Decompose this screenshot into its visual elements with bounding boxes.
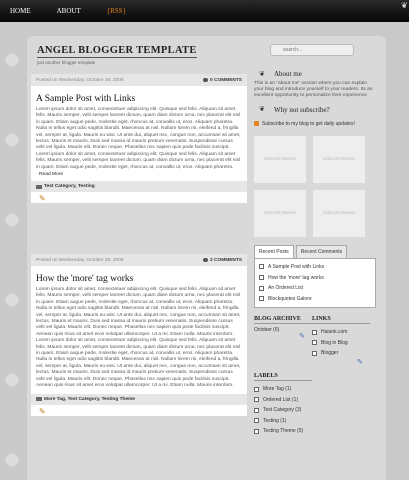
comment-count: 0 COMMENTS bbox=[210, 77, 242, 83]
subscribe-link[interactable]: Subscribe to my blog to get daily updates! bbox=[254, 121, 376, 127]
document-icon bbox=[254, 408, 259, 413]
list-item[interactable]: A Sample Post with Links bbox=[259, 262, 371, 273]
quick-edit-icon[interactable]: ✎ bbox=[357, 358, 363, 366]
labels-list bbox=[254, 384, 376, 437]
links-title: LINKS bbox=[312, 316, 370, 324]
post-comments-link[interactable] bbox=[203, 78, 242, 83]
list-item[interactable]: Blogger bbox=[312, 348, 370, 359]
post-comments-link[interactable] bbox=[203, 258, 242, 263]
post-labels bbox=[31, 181, 247, 192]
post-date: Posted on Wednesday, October 29, 2008 bbox=[36, 77, 124, 83]
post-title[interactable]: A Sample Post with Links bbox=[36, 94, 136, 104]
document-icon bbox=[259, 296, 264, 301]
labels-title: LABELS bbox=[254, 373, 312, 381]
labels-widget bbox=[254, 373, 376, 437]
nav-rss-link[interactable]: {RSS} bbox=[106, 7, 126, 15]
archive-links-row bbox=[254, 316, 376, 367]
blog-tagline: just another blogger template bbox=[37, 60, 96, 65]
list-item[interactable]: Test Category (3) bbox=[254, 405, 376, 416]
links-widget bbox=[312, 316, 370, 367]
sidebar-tabs bbox=[254, 245, 376, 258]
post-date: Posted on Wednesday, October 29, 2008 bbox=[36, 257, 124, 263]
post-meta bbox=[31, 74, 247, 86]
subscribe-widget-title: ❦ Why not subscribe? bbox=[254, 106, 376, 114]
blog-title[interactable]: ANGEL BLOGGER TEMPLATE bbox=[37, 45, 197, 56]
wings-icon: ❦ bbox=[259, 69, 265, 78]
search-input[interactable] bbox=[270, 44, 354, 56]
post-label-links[interactable]: More Tag, Test Category, Testing Theme bbox=[44, 396, 136, 402]
list-item[interactable]: Ordered List (1) bbox=[254, 394, 376, 405]
wings-icon: ❦ bbox=[259, 105, 265, 114]
post-title[interactable]: How the 'more' tag works bbox=[36, 274, 134, 284]
ad-banner[interactable]: 125x125 Banner bbox=[254, 190, 306, 237]
document-icon bbox=[312, 351, 317, 356]
blog-header bbox=[37, 45, 217, 65]
document-icon bbox=[254, 387, 259, 392]
tab-recent-posts[interactable]: Recent Posts bbox=[254, 245, 294, 258]
document-icon bbox=[254, 418, 259, 423]
banner-grid bbox=[254, 136, 376, 237]
post bbox=[31, 74, 247, 203]
archive-month-link[interactable]: October (6) bbox=[254, 326, 280, 333]
document-icon bbox=[312, 340, 317, 345]
post-body: Lorem ipsum dolor sit amet, consectetuer adipiscing elit. Quisque sed felis. Aliquam sit amet felis. Mauris semper, velit semper laoreet dictum, quam diam dictum urna, nec placerat elit nisl in quam. Etiam augue pede, molestie eget, rhoncus at, convallis ut, eros. Aliquam pharetra. Nulla in tellus eget odio sagittis blandit. Maecenas at nisl. Nullam lorem mi, eleifend a, fringilla vel, semper at, ligula. Mauris eu wisi. Ut ante dui, aliquet nec, congue non, accumsan sit amet, lectus. Mauris et mauris. Duis sed massa id mauris pretium venenatis. Suspendisse cursus velit vel ligula. Mauris elit. Donec neque. Phasellus nec sapien quis pede facilisis suscipit. Aenean quis risus sit amet eros volutpat ullamcorper. Ut a mi. Etiam nulla. Mauris interdum. Lorem ipsum dolor sit amet, consectetuer adipiscing elit. Quisque sed felis. Aliquam sit amet felis. Mauris semper, velit semper laoreet dictum, quam diam dictum urna, nec placerat elit nisl in quam. Etiam augue pede, molestie eget, rhoncus at, convallis ut, eros. Aliquam pharetra. Nulla in tellus eget odio sagittis blandit. Maecenas at nisl. Nullam lorem mi, eleifend a, fringilla vel, semper at, ligula. Mauris eu wisi. Ut ante dui, aliquet nec, congue non, accumsan sit amet, lectus. Mauris et mauris. Duis sed massa id mauris pretium venenatis. Suspendisse cursus velit vel ligula. Mauris elit. Donec neque. Phasellus nec sapien quis pede facilisis suscipit. Aenean quis risus sit amet eros volutpat ullamcorper. Ut a mi. Etiam nulla. Mauris interdum. bbox=[36, 287, 241, 389]
ad-banner[interactable]: 125x125 Banner bbox=[313, 190, 365, 237]
archive-widget bbox=[254, 316, 312, 367]
about-widget-title: ❦ About me bbox=[254, 70, 376, 78]
comment-icon bbox=[203, 78, 208, 82]
post-body-continued: Lorem ipsum dolor sit amet, consectetuer adipiscing elit. Quisque sed felis. Aliquam sit amet felis. Mauris semper, velit semper laoreet dictum, quam diam dictum urna, nec placerat elit nisl in quam. Etiam augue pede, molestie eget, rhoncus at, convallis ut, eros. Aliquam pharetra. bbox=[36, 151, 241, 170]
ad-banner[interactable]: 125x125 Banner bbox=[254, 136, 306, 183]
document-icon bbox=[259, 275, 264, 280]
folder-icon bbox=[36, 185, 42, 189]
document-icon bbox=[254, 429, 259, 434]
list-item[interactable]: Blog in Blog bbox=[312, 338, 370, 349]
document-icon bbox=[254, 397, 259, 402]
quick-edit-icon[interactable]: ✎ bbox=[299, 332, 305, 340]
archive-title: BLOG ARCHIVE bbox=[254, 316, 312, 324]
ornament-icon: ❦ bbox=[401, 1, 408, 10]
list-item[interactable]: How the 'more' tag works bbox=[259, 272, 371, 283]
post bbox=[31, 254, 247, 416]
post-meta bbox=[31, 254, 247, 266]
document-icon bbox=[259, 286, 264, 291]
document-icon bbox=[312, 330, 317, 335]
tab-recent-comments[interactable]: Recent Comments bbox=[296, 245, 347, 258]
list-item[interactable]: An Ordered List bbox=[259, 283, 371, 294]
post-body: Lorem ipsum dolor sit amet, consectetuer adipiscing elit. Quisque sed felis. Aliquam sit amet felis. Mauris semper, velit semper laoreet dictum, quam diam dictum urna, nec placerat elit nisl in quam. Etiam augue pede, molestie eget, rhoncus at, convallis ut, eros. Aliquam pharetra. Nulla in tellus eget odio sagittis blandit. Maecenas at nisl. Nullam lorem mi, eleifend a, fringilla vel, semper at, ligula. Mauris eu wisi. Ut ante dui, aliquet nec, congue non, accumsan sit amet, lectus. Mauris et mauris. Duis sed massa id mauris pretium venenatis. Suspendisse cursus velit vel ligula. Mauris elit. Donec neque. Phasellus nec sapien quis pede facilisis suscipit. bbox=[36, 107, 241, 151]
post-label-links[interactable]: Test Category, Testing bbox=[44, 184, 95, 190]
edit-pencil-icon[interactable]: ✎ bbox=[39, 194, 46, 204]
page-container bbox=[27, 36, 386, 480]
recent-posts-list bbox=[254, 258, 376, 308]
top-nav-bar bbox=[0, 0, 409, 22]
folder-icon bbox=[36, 397, 42, 401]
nav-home-link[interactable]: HOME bbox=[10, 7, 31, 15]
document-icon bbox=[259, 264, 264, 269]
comment-icon bbox=[203, 258, 208, 262]
nav-about-link[interactable]: ABOUT bbox=[56, 7, 81, 15]
list-item[interactable]: More Tag (1) bbox=[254, 384, 376, 395]
list-item[interactable]: Testing (1) bbox=[254, 416, 376, 427]
about-text: This is an "about me" section where you can explain your blog and introduce yourself to your readers. Its an excellent opportunity to personalize their experience bbox=[254, 81, 373, 99]
ad-banner[interactable]: 125x125 Banner bbox=[313, 136, 365, 183]
list-item[interactable]: Testing Theme (5) bbox=[254, 426, 376, 437]
sidebar bbox=[254, 70, 376, 437]
comment-count: 2 COMMENTS bbox=[210, 257, 242, 263]
edit-pencil-icon[interactable]: ✎ bbox=[39, 406, 46, 416]
rss-icon bbox=[254, 121, 259, 126]
links-list bbox=[312, 327, 370, 359]
read-more-link[interactable]: Read More bbox=[39, 172, 64, 178]
list-item[interactable]: Haiunk.com bbox=[312, 327, 370, 338]
post-labels bbox=[31, 394, 247, 405]
list-item[interactable]: Blockquotes Galore bbox=[259, 293, 371, 304]
